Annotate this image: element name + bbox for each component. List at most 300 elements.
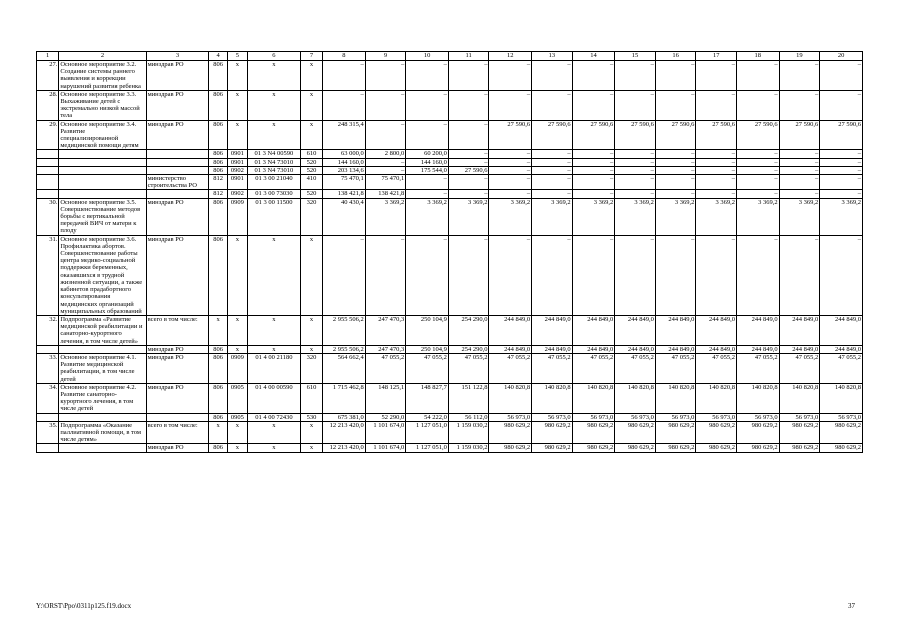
table-cell: – [820,190,863,198]
table-cell: 1 127 051,0 [406,444,449,452]
table-cell: 140 820,8 [737,383,780,413]
table-cell: – [448,150,489,158]
table-cell: 56 973,0 [655,413,696,421]
table-cell: – [655,175,696,190]
table-cell: 244 849,0 [489,315,532,345]
table-cell: 151 122,8 [448,383,489,413]
table-cell: 980 629,2 [489,421,532,444]
table-cell: – [448,90,489,120]
table-cell: 1 159 030,2 [448,444,489,452]
table-row [37,383,863,413]
program-name-cell: Основное мероприятие 3.5. Совершенствование методов борьбы с вертикальной передачей ВИЧ от матери к плоду [59,198,146,235]
table-cell: х [248,315,301,345]
table-cell: 244 849,0 [532,345,573,353]
executor-cell [146,413,209,421]
table-cell: 520 [300,190,322,198]
table-cell: х [300,315,322,345]
table-cell: 140 820,8 [615,383,656,413]
table-cell: 47 055,2 [448,353,489,383]
table-cell: – [572,166,615,174]
table-cell: 806 [209,61,227,91]
table-cell: 47 055,2 [655,353,696,383]
table-cell: – [489,150,532,158]
table-cell: 980 629,2 [489,444,532,452]
table-cell: 27 590,6 [615,120,656,150]
program-name-cell [59,150,146,158]
table-cell: 40 430,4 [323,198,366,235]
column-number: 18 [737,52,780,61]
table-cell: 2 955 506,2 [323,345,366,353]
table-cell: 0901 [227,150,247,158]
row-number-cell: 32. [37,315,59,345]
table-cell: 3 369,2 [696,198,737,235]
row-number-cell: 33. [37,353,59,383]
table-cell: х [227,345,247,353]
table-cell: 248 315,4 [323,120,366,150]
table-cell: 56 973,0 [820,413,863,421]
table-cell: 12 213 420,0 [323,444,366,452]
table-cell: 980 629,2 [737,444,780,452]
column-number: 12 [489,52,532,61]
table-cell: 138 421,8 [365,190,406,198]
table-cell: – [365,166,406,174]
table-cell: 47 055,2 [406,353,449,383]
table-cell: 47 055,2 [572,353,615,383]
table-cell: 27 590,6 [655,120,696,150]
table-cell: 980 629,2 [572,421,615,444]
table-cell: 203 134,6 [323,166,366,174]
table-cell: – [572,190,615,198]
table-cell: – [532,235,573,315]
table-cell: – [406,190,449,198]
table-cell: х [248,421,301,444]
column-number: 19 [779,52,820,61]
table-cell: – [737,90,780,120]
column-number: 7 [300,52,322,61]
table-cell: 247 470,3 [365,315,406,345]
table-cell: 1 101 674,0 [365,444,406,452]
table-cell: 530 [300,413,322,421]
column-number: 15 [615,52,656,61]
table-cell: – [448,158,489,166]
table-cell: 56 973,0 [696,413,737,421]
row-number-cell [37,150,59,158]
table-cell: 3 369,2 [820,198,863,235]
table-cell: 27 590,6 [779,120,820,150]
table-cell: х [248,345,301,353]
table-cell: 27 590,6 [448,166,489,174]
executor-cell: минздрав РО [146,353,209,383]
table-cell: х [227,61,247,91]
row-number-cell [37,345,59,353]
row-number-cell: 31. [37,235,59,315]
table-cell: – [406,120,449,150]
table-row [37,444,863,452]
table-cell: х [300,90,322,120]
table-cell: 250 104,9 [406,345,449,353]
table-cell: 806 [209,120,227,150]
executor-cell [146,158,209,166]
table-cell: – [737,150,780,158]
table-cell: – [779,235,820,315]
table-cell: – [615,90,656,120]
table-cell: 1 127 051,0 [406,421,449,444]
table-cell: 27 590,6 [696,120,737,150]
table-cell: 3 369,2 [532,198,573,235]
column-number: 20 [820,52,863,61]
table-cell: 244 849,0 [820,315,863,345]
table-cell: – [615,175,656,190]
table-cell: х [300,120,322,150]
table-cell: 47 055,2 [779,353,820,383]
table-cell: – [323,61,366,91]
table-cell: 980 629,2 [820,421,863,444]
row-number-cell: 27. [37,61,59,91]
table-cell: 806 [209,158,227,166]
table-cell: 806 [209,150,227,158]
program-name-cell [59,166,146,174]
executor-cell: минздрав РО [146,383,209,413]
table-cell: 01 4 00 72430 [248,413,301,421]
table-cell: 01 3 N4 73010 [248,158,301,166]
table-cell: – [572,158,615,166]
table-cell: – [779,150,820,158]
executor-cell: министерство строительства РО [146,175,209,190]
table-cell: 27 590,6 [820,120,863,150]
table-row [37,61,863,91]
table-cell: – [779,175,820,190]
table-cell: – [737,235,780,315]
table-cell: – [489,61,532,91]
table-cell: – [820,90,863,120]
table-cell: 244 849,0 [696,345,737,353]
table-cell: – [779,158,820,166]
table-cell: 806 [209,198,227,235]
table-cell: 47 055,2 [737,353,780,383]
table-cell: 3 369,2 [615,198,656,235]
table-cell: 47 055,2 [365,353,406,383]
column-number: 16 [655,52,696,61]
table-cell: – [572,90,615,120]
table-cell: – [406,61,449,91]
table-cell: – [489,90,532,120]
table-cell: х [248,90,301,120]
table-cell: 244 849,0 [615,345,656,353]
table-cell: 806 [209,444,227,452]
column-number: 2 [59,52,146,61]
table-cell: – [655,190,696,198]
executor-cell [146,190,209,198]
table-cell: 3 369,2 [655,198,696,235]
table-cell: – [532,90,573,120]
table-cell: – [696,190,737,198]
table-cell: 0901 [227,158,247,166]
table-cell: – [737,166,780,174]
table-cell: – [489,166,532,174]
table-cell: 3 369,2 [406,198,449,235]
table-cell: – [696,166,737,174]
table-cell: – [737,175,780,190]
table-cell: 3 369,2 [572,198,615,235]
table-cell: 27 590,6 [572,120,615,150]
row-number-cell: 35. [37,421,59,444]
table-cell: 56 112,0 [448,413,489,421]
program-name-cell: Подпрограмма «Развитие медицинской реабилитации и санаторно-курортного лечения, в том числе детей» [59,315,146,345]
table-cell: 244 849,0 [655,345,696,353]
table-cell: 01 4 00 00590 [248,383,301,413]
table-cell: х [300,444,322,452]
table-cell: – [489,175,532,190]
table-cell: – [323,90,366,120]
column-number: 1 [37,52,59,61]
row-number-cell: 34. [37,383,59,413]
table-cell: – [532,150,573,158]
table-cell: 54 222,0 [406,413,449,421]
table-row [37,120,863,150]
table-cell: 140 820,8 [489,383,532,413]
table-cell: 63 000,0 [323,150,366,158]
program-name-cell [59,190,146,198]
table-cell: – [820,175,863,190]
table-cell: х [227,421,247,444]
table-cell: 244 849,0 [615,315,656,345]
table-cell: 140 820,8 [696,383,737,413]
table-cell: 320 [300,198,322,235]
row-number-cell [37,190,59,198]
executor-cell: минздрав РО [146,235,209,315]
row-number-cell: 28. [37,90,59,120]
table-cell: – [696,150,737,158]
table-cell: – [615,61,656,91]
table-cell: 47 055,2 [696,353,737,383]
document-path: Y:\ORST\Ppo\0311p125.f19.docx [36,602,132,610]
table-cell: 2 955 506,2 [323,315,366,345]
table-cell: 01 3 N4 00590 [248,150,301,158]
table-cell: – [572,175,615,190]
table-cell: 47 055,2 [615,353,656,383]
table-cell: х [248,120,301,150]
column-number: 8 [323,52,366,61]
table-cell: – [572,150,615,158]
executor-cell: всего в том числе: [146,315,209,345]
executor-cell [146,150,209,158]
table-cell: 244 849,0 [737,315,780,345]
table-row [37,198,863,235]
executor-cell [146,166,209,174]
executor-cell: минздрав РО [146,198,209,235]
program-name-cell: Подпрограмма «Оказание паллиативной помощи, в том числе детям» [59,421,146,444]
table-cell: 980 629,2 [820,444,863,452]
table-cell: 01 3 00 21040 [248,175,301,190]
table-cell: 2 800,0 [365,150,406,158]
table-cell: 0902 [227,190,247,198]
table-cell: 75 470,1 [323,175,366,190]
page-number: 37 [848,602,855,610]
table-cell: х [209,315,227,345]
table-cell: 140 820,8 [655,383,696,413]
table-cell: х [300,345,322,353]
table-cell: 610 [300,383,322,413]
program-name-cell: Основное мероприятие 3.2. Создание системы раннего выявления и коррекции нарушений развития ребенка [59,61,146,91]
table-row [37,175,863,190]
table-cell: 244 849,0 [696,315,737,345]
table-cell: 0901 [227,175,247,190]
table-cell: – [615,166,656,174]
table-header-row [37,52,863,61]
program-name-cell: Основное мероприятие 4.2. Развитие санаторно-курортного лечения, в том числе детей [59,383,146,413]
table-cell: 247 470,3 [365,345,406,353]
table-cell: 01 3 N4 73010 [248,166,301,174]
table-row [37,166,863,174]
table-cell: – [572,61,615,91]
table-cell: – [737,158,780,166]
table-row [37,90,863,120]
table-cell: – [820,235,863,315]
table-cell: – [737,61,780,91]
table-cell: 564 662,4 [323,353,366,383]
table-cell: – [572,235,615,315]
table-cell: 75 470,1 [365,175,406,190]
table-cell: 806 [209,353,227,383]
table-cell: 27 590,6 [737,120,780,150]
table-cell: 812 [209,175,227,190]
table-cell: – [365,120,406,150]
table-cell: – [406,175,449,190]
table-row [37,345,863,353]
column-number: 9 [365,52,406,61]
table-cell: – [820,158,863,166]
program-name-cell: Основное мероприятие 3.4. Развитие специализированной медицинской помощи детям [59,120,146,150]
table-cell: 27 590,6 [532,120,573,150]
column-number: 11 [448,52,489,61]
table-cell: – [615,235,656,315]
column-number: 14 [572,52,615,61]
table-cell: – [489,235,532,315]
table-cell: 138 421,8 [323,190,366,198]
table-cell: 254 290,0 [448,315,489,345]
table-cell: – [532,61,573,91]
executor-cell: минздрав РО [146,90,209,120]
row-number-cell: 30. [37,198,59,235]
table-cell: 320 [300,353,322,383]
table-cell: х [248,235,301,315]
program-name-cell [59,175,146,190]
table-cell: 140 820,8 [572,383,615,413]
table-cell: 3 369,2 [448,198,489,235]
executor-cell: минздрав РО [146,120,209,150]
table-cell: 56 973,0 [572,413,615,421]
table-cell: х [227,120,247,150]
table-cell: – [696,90,737,120]
table-cell: – [655,166,696,174]
table-cell: 144 160,0 [406,158,449,166]
table-cell: 410 [300,175,322,190]
table-cell: 520 [300,166,322,174]
table-cell: – [448,175,489,190]
table-cell: – [779,61,820,91]
row-number-cell [37,166,59,174]
table-cell: 56 973,0 [779,413,820,421]
table-cell: 806 [209,90,227,120]
table-cell: 56 973,0 [615,413,656,421]
table-cell: – [820,61,863,91]
table-row [37,421,863,444]
executor-cell: минздрав РО [146,345,209,353]
table-cell: 980 629,2 [696,421,737,444]
table-cell: 0905 [227,383,247,413]
table-cell: 148 827,7 [406,383,449,413]
table-cell: – [696,175,737,190]
table-cell: 60 200,0 [406,150,449,158]
table-cell: 1 159 030,2 [448,421,489,444]
program-name-cell [59,444,146,452]
table-cell: – [779,166,820,174]
table-cell: 140 820,8 [779,383,820,413]
table-cell: 980 629,2 [615,421,656,444]
table-cell: – [365,158,406,166]
table-cell: – [532,158,573,166]
table-cell: – [406,235,449,315]
table-cell: – [696,158,737,166]
table-cell: 56 973,0 [489,413,532,421]
table-row [37,158,863,166]
table-cell: – [820,150,863,158]
table-row [37,315,863,345]
table-cell: – [532,175,573,190]
table-cell: – [820,166,863,174]
table-cell: 806 [209,235,227,315]
row-number-cell [37,175,59,190]
table-cell: 610 [300,150,322,158]
table-cell: – [779,190,820,198]
table-cell: 56 973,0 [532,413,573,421]
table-cell: 250 104,9 [406,315,449,345]
table-cell: 812 [209,190,227,198]
table-cell: 175 544,0 [406,166,449,174]
table-cell: 980 629,2 [737,421,780,444]
program-name-cell [59,345,146,353]
table-cell: 520 [300,158,322,166]
table-cell: – [737,190,780,198]
table-row [37,413,863,421]
column-number: 5 [227,52,247,61]
table-cell: 3 369,2 [365,198,406,235]
table-cell: 980 629,2 [532,421,573,444]
table-cell: 244 849,0 [820,345,863,353]
table-cell: х [209,421,227,444]
table-cell: – [655,90,696,120]
table-cell: – [448,120,489,150]
table-cell: 244 849,0 [737,345,780,353]
table-cell: 1 101 674,0 [365,421,406,444]
table-cell: 140 820,8 [532,383,573,413]
table-cell: 0905 [227,413,247,421]
table-cell: 1 715 462,8 [323,383,366,413]
table-cell: 47 055,2 [489,353,532,383]
table-cell: 244 849,0 [779,315,820,345]
table-row [37,353,863,383]
table-cell: 244 849,0 [779,345,820,353]
table-cell: – [655,150,696,158]
table-cell: 56 973,0 [737,413,780,421]
table-cell: 806 [209,345,227,353]
table-cell: 3 369,2 [779,198,820,235]
executor-cell: минздрав РО [146,61,209,91]
table-cell: 47 055,2 [532,353,573,383]
table-cell: 0909 [227,353,247,383]
table-cell: 47 055,2 [820,353,863,383]
table-cell: 980 629,2 [572,444,615,452]
